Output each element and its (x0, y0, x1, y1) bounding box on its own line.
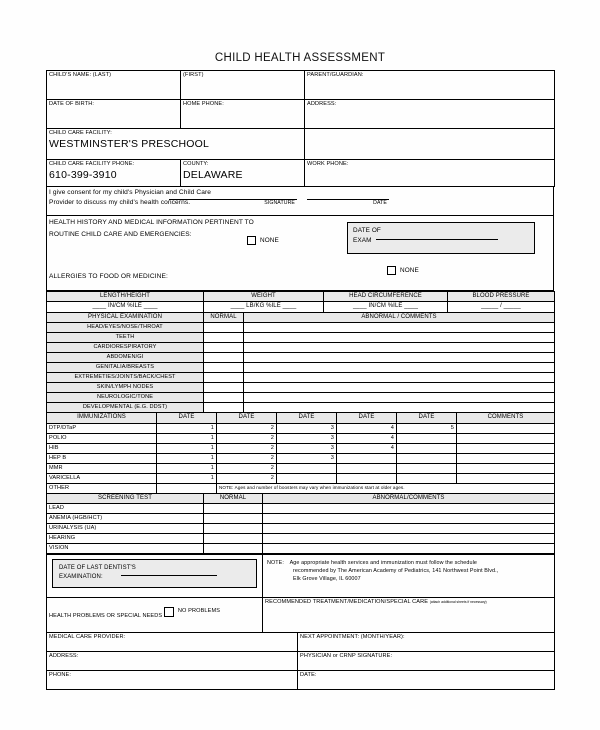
facility-phone-value: 610-399-3910 (49, 168, 117, 181)
measurement-value-head-circumference[interactable]: ____ IN/CM %ILE ____ (324, 302, 448, 313)
allergies-label: ALLERGIES TO FOOD OR MEDICINE: (49, 273, 168, 281)
physical-exam-comments-cell[interactable] (244, 373, 555, 383)
health-history-cell (47, 216, 554, 291)
table-row (47, 100, 555, 129)
health-history-body (47, 216, 553, 290)
immunization-dose-cell[interactable] (397, 433, 457, 443)
signature-line-group[interactable] (169, 199, 297, 207)
immunization-dose-cell[interactable]: 2 (217, 423, 277, 433)
screening-header-row (47, 493, 555, 504)
immunizations-header-label: IMMUNIZATIONS (47, 413, 157, 424)
screening-row-label: URINALYSIS (UA) (47, 524, 204, 534)
next-appointment-label: NEXT APPOINTMENT: (MONTH/YEAR): (300, 634, 405, 640)
immunizations-note: NOTE: Ages and number of boosters may vary when immunizations start at older ages. (217, 483, 555, 493)
measurement-header-blood-pressure: BLOOD PRESSURE (448, 291, 555, 302)
table-row (47, 393, 555, 403)
allergies-none-checkbox[interactable] (387, 266, 419, 275)
immunization-dose-cell[interactable]: 2 (217, 453, 277, 463)
date-of-exam-input-rule[interactable] (376, 239, 498, 240)
immunization-dose-cell[interactable]: 5 (397, 423, 457, 433)
immunization-dose-cell[interactable] (277, 473, 337, 483)
work-phone-field[interactable] (305, 160, 555, 187)
physical-exam-row-label: GENITALIA/BREASTS (47, 363, 204, 373)
no-problems-label: NO PROBLEMS (177, 608, 221, 615)
screening-normal-cell[interactable] (204, 514, 263, 524)
table-row (47, 473, 555, 483)
screening-header-abnormal: ABNORMAL/COMMENTS (263, 493, 555, 504)
immunization-comments-cell[interactable] (457, 473, 555, 483)
immunization-dose-cell[interactable] (397, 473, 457, 483)
table-row (47, 463, 555, 473)
table-row (47, 443, 555, 453)
table-row (47, 333, 555, 343)
health-history-line-2: ROUTINE CHILD CARE AND EMERGENCIES: (49, 231, 192, 239)
immunizations-header-row (47, 413, 555, 424)
immunization-name: POLIO (47, 433, 157, 443)
table-row (47, 554, 555, 597)
table-row (47, 433, 555, 443)
immunization-dose-cell[interactable]: 1 (157, 443, 217, 453)
immunizations-header-date-3: DATE (277, 413, 337, 424)
table-row (47, 423, 555, 433)
immunization-name: OTHER (47, 483, 157, 493)
immunization-dose-cell[interactable]: 1 (157, 433, 217, 443)
physical-exam-header-abnormal: ABNORMAL / COMMENTS (244, 312, 555, 323)
table-row (47, 353, 555, 363)
physical-exam-comments-cell[interactable] (244, 343, 555, 353)
physical-exam-normal-cell[interactable] (204, 383, 244, 393)
immunization-dose-cell[interactable]: 3 (277, 453, 337, 463)
county-field[interactable] (181, 160, 305, 187)
consent-line-2: Provider to discuss my child's health concerns. (49, 198, 191, 206)
immunization-comments-cell[interactable] (457, 453, 555, 463)
table-row (47, 383, 555, 393)
dentist-line-1: DATE OF LAST DENTIST'S (59, 564, 136, 571)
physical-exam-comments-cell[interactable] (244, 333, 555, 343)
physical-exam-row-label: DEVELOPMENTAL (E.G. DDST) (47, 403, 204, 413)
immunization-dose-cell[interactable]: 1 (157, 453, 217, 463)
checkbox-icon (164, 607, 174, 617)
screening-comments-cell[interactable] (263, 524, 555, 534)
recommended-treatment-fineprint: (attach additional sheets if necessary) (429, 599, 487, 604)
screening-comments-cell[interactable] (263, 534, 555, 544)
table-row (47, 453, 555, 463)
aap-note-line-3: Elk Grove Village, IL 60007 (293, 575, 361, 582)
immunization-dose-cell[interactable] (397, 453, 457, 463)
provider-address-label: ADDRESS: (49, 653, 79, 659)
table-row (47, 363, 555, 373)
immunization-name: DTP/DTaP (47, 423, 157, 433)
measurement-header-head-circumference: HEAD CIRCUMFERENCE (324, 291, 448, 302)
immunization-dose-cell[interactable]: 1 (157, 423, 217, 433)
child-last-name-field[interactable] (47, 71, 181, 100)
table-row (47, 534, 555, 544)
immunization-comments-cell[interactable] (457, 443, 555, 453)
table-row (47, 216, 554, 291)
immunizations-table (46, 412, 555, 493)
physical-exam-header-row (47, 312, 555, 323)
table-row (47, 323, 555, 333)
physical-exam-row-label: SKIN/LYMPH NODES (47, 383, 204, 393)
immunization-dose-cell[interactable] (397, 463, 457, 473)
table-row (47, 373, 555, 383)
aap-note-line-1: Age appropriate health services and immunization must follow the schedule (289, 559, 477, 566)
physical-exam-normal-cell[interactable] (204, 403, 244, 413)
table-row (47, 483, 555, 493)
screening-comments-cell[interactable] (263, 504, 555, 514)
physical-exam-normal-cell[interactable] (204, 373, 244, 383)
screening-row-label: LEAD (47, 504, 204, 514)
physical-exam-normal-cell[interactable] (204, 333, 244, 343)
immunization-dose-cell[interactable] (337, 453, 397, 463)
screening-normal-cell[interactable] (204, 504, 263, 514)
child-first-name-field[interactable] (181, 71, 305, 100)
dentist-line-2: EXAMINATION: (59, 574, 103, 581)
physician-signature-field[interactable] (298, 652, 555, 671)
aap-note (267, 559, 550, 583)
immunization-dose-cell[interactable]: 2 (217, 463, 277, 473)
physical-exam-normal-cell[interactable] (204, 393, 244, 403)
facility-blank-cell[interactable] (305, 129, 555, 160)
date-of-exam-line-2: EXAM (353, 237, 372, 245)
facility-phone-label: CHILD CARE FACILITY PHONE: (49, 161, 135, 167)
immunization-dose-cell[interactable]: 3 (277, 433, 337, 443)
aap-note-cell (263, 554, 555, 597)
immunization-name: MMR (47, 463, 157, 473)
immunizations-header-date-4: DATE (337, 413, 397, 424)
child-first-name-label: (FIRST) (183, 72, 204, 78)
immunizations-header-comments: COMMENTS (457, 413, 555, 424)
immunization-comments-cell[interactable] (457, 433, 555, 443)
screening-header-normal: NORMAL (204, 493, 263, 504)
immunization-dose-cell[interactable] (397, 443, 457, 453)
immunization-dose-cell[interactable]: 4 (337, 433, 397, 443)
physical-exam-row-label: CARDIORESPIRATORY (47, 343, 204, 353)
physical-exam-normal-cell[interactable] (204, 343, 244, 353)
work-phone-label: WORK PHONE: (307, 161, 349, 167)
signature-date-caption: DATE (373, 200, 387, 207)
no-problems-checkbox[interactable] (164, 607, 220, 617)
health-history-none-label: NONE (260, 236, 279, 244)
physical-exam-normal-cell[interactable] (204, 353, 244, 363)
table-row (47, 71, 555, 100)
physical-exam-row-label: EXTREMETIES/JOINTS/BACK/CHEST (47, 373, 204, 383)
screening-row-label: VISION (47, 544, 204, 554)
consent-line-1: I give consent for my child's Physician and Child Care (49, 189, 212, 197)
health-problems-cell[interactable] (47, 597, 263, 632)
physical-exam-rows (47, 323, 555, 413)
measurement-header-weight: WEIGHT (204, 291, 324, 302)
aap-note-label: NOTE: (267, 559, 284, 566)
date-of-exam-box[interactable] (347, 222, 535, 254)
immunizations-header-date-2: DATE (217, 413, 277, 424)
immunizations-header-date-1: DATE (157, 413, 217, 424)
address-label: ADDRESS: (307, 101, 337, 107)
physical-exam-normal-cell[interactable] (204, 323, 244, 333)
health-history-none-checkbox[interactable] (247, 236, 279, 245)
immunizations-header-date-5: DATE (397, 413, 457, 424)
county-value: DELAWARE (183, 168, 243, 181)
signature-date-group[interactable] (307, 199, 389, 207)
child-last-name-label: CHILD'S NAME: (LAST) (49, 72, 112, 78)
physical-exam-comments-cell[interactable] (244, 353, 555, 363)
facility-phone-field[interactable] (47, 160, 181, 187)
physical-exam-header-label: PHYSICAL EXAMINATION (47, 312, 204, 323)
immunization-dose-cell[interactable] (277, 463, 337, 473)
checkbox-icon (387, 266, 396, 275)
table-row (47, 524, 555, 534)
measurements-header-row (47, 291, 555, 302)
health-history-line-1: HEALTH HISTORY AND MEDICAL INFORMATION PERTINENT TO (49, 219, 254, 227)
page-title: CHILD HEALTH ASSESSMENT (214, 52, 386, 64)
immunization-dose-cell[interactable]: 4 (337, 423, 397, 433)
provider-address-field[interactable] (47, 652, 298, 671)
physical-exam-comments-cell[interactable] (244, 363, 555, 373)
identification-table (46, 70, 555, 187)
measurements-value-row (47, 302, 555, 313)
provider-date-label: DATE: (300, 672, 317, 678)
dentist-exam-cell (47, 554, 263, 597)
measurements-table (46, 291, 555, 313)
screening-row-label: ANEMIA (HGB/HCT) (47, 514, 204, 524)
date-of-exam-line-1: DATE OF (353, 227, 381, 235)
immunization-name: VARICELLA (47, 473, 157, 483)
measurement-value-weight[interactable]: ____ LB/KG %ILE ____ (204, 302, 324, 313)
provider-table (46, 632, 555, 690)
recommended-treatment-cell[interactable] (263, 597, 555, 632)
problems-treatment-table (46, 597, 555, 633)
immunization-dose-cell[interactable]: 3 (277, 443, 337, 453)
facility-value: WESTMINSTER'S PRESCHOOL (49, 137, 210, 150)
screening-normal-cell[interactable] (204, 524, 263, 534)
table-row (47, 652, 555, 671)
table-row (47, 504, 555, 514)
screening-normal-cell[interactable] (204, 534, 263, 544)
health-history-table (46, 215, 554, 291)
immunization-dose-cell[interactable]: 4 (337, 443, 397, 453)
physical-exam-comments-cell[interactable] (244, 323, 555, 333)
table-row (47, 671, 555, 690)
physical-exam-header-normal: NORMAL (204, 312, 244, 323)
aap-note-line-2: recommended by The American Academy of Pediatrics, 141 Northwest Point Blvd., (293, 567, 499, 574)
screening-normal-cell[interactable] (204, 544, 263, 554)
physical-exam-row-label: ABDOMEN/GI (47, 353, 204, 363)
table-row (47, 343, 555, 353)
provider-phone-label: PHONE: (49, 672, 72, 678)
immunization-dose-cell[interactable]: 2 (217, 443, 277, 453)
child-health-assessment-form (46, 52, 554, 690)
home-phone-label: HOME PHONE: (183, 101, 224, 107)
physician-signature-label: PHYSICIAN or CRNP SIGNATURE: (300, 653, 393, 659)
table-row (47, 403, 555, 413)
screening-comments-cell[interactable] (263, 544, 555, 554)
table-row (47, 187, 554, 216)
allergies-none-label: NONE (400, 266, 419, 274)
date-of-birth-label: DATE OF BIRTH: (49, 101, 95, 107)
physical-exam-row-label: HEAD/EYES/NOSE/THROAT (47, 323, 204, 333)
date-of-birth-field[interactable] (47, 100, 181, 129)
physical-exam-comments-cell[interactable] (244, 403, 555, 413)
provider-date-field[interactable] (298, 671, 555, 690)
county-label: COUNTY: (183, 161, 209, 167)
physical-exam-comments-cell[interactable] (244, 393, 555, 403)
recommended-treatment-header: RECOMMENDED TREATMENT/MEDICATION/SPECIAL CARE (265, 598, 429, 605)
physical-exam-row-label: NEUROLOGIC/TONE (47, 393, 204, 403)
parent-guardian-label: PARENT/GUARDIAN: (307, 72, 364, 78)
address-field[interactable] (305, 100, 555, 129)
table-row (47, 633, 555, 652)
dentist-exam-box[interactable] (52, 559, 257, 588)
immunization-dose-cell[interactable]: 1 (157, 463, 217, 473)
consent-signature-group (169, 199, 551, 207)
dentist-date-input-rule[interactable] (121, 575, 217, 576)
immunization-comments-cell[interactable] (457, 463, 555, 473)
immunization-dose-cell[interactable]: 2 (217, 473, 277, 483)
immunization-comments-cell[interactable] (457, 423, 555, 433)
child-care-facility-field[interactable] (47, 129, 305, 160)
provider-phone-field[interactable] (47, 671, 298, 690)
immunization-dose-cell[interactable] (337, 473, 397, 483)
immunization-dose-cell[interactable]: 3 (277, 423, 337, 433)
immunization-name: HEP B (47, 453, 157, 463)
health-problems-header: HEALTH PROBLEMS OR SPECIAL NEEDS (49, 612, 163, 619)
table-row (47, 544, 555, 554)
immunization-dose-cell[interactable]: 1 (157, 473, 217, 483)
physical-exam-comments-cell[interactable] (244, 383, 555, 393)
table-row (47, 160, 555, 187)
table-row (47, 129, 555, 160)
immunization-dose-cell[interactable] (337, 463, 397, 473)
screening-table (46, 493, 555, 554)
measurement-value-length[interactable]: ____ IN/CM %ILE ____ (47, 302, 204, 313)
medical-care-provider-field[interactable] (47, 633, 298, 652)
facility-label: CHILD CARE FACILITY: (49, 130, 112, 136)
screening-row-label: HEARING (47, 534, 204, 544)
medical-care-provider-label: MEDICAL CARE PROVIDER: (49, 634, 126, 640)
checkbox-icon (247, 236, 256, 245)
signature-caption: SIGNATURE (264, 200, 295, 207)
consent-table (46, 186, 554, 216)
physical-exam-normal-cell[interactable] (204, 363, 244, 373)
screening-comments-cell[interactable] (263, 514, 555, 524)
immunization-dose-cell[interactable]: 2 (217, 433, 277, 443)
next-appointment-field[interactable] (298, 633, 555, 652)
physical-exam-row-label: TEETH (47, 333, 204, 343)
physical-examination-table (46, 312, 555, 413)
home-phone-field[interactable] (181, 100, 305, 129)
dentist-note-table (46, 554, 555, 598)
immunization-other-date-cell[interactable] (157, 483, 217, 493)
table-row (47, 514, 555, 524)
immunization-name: HIB (47, 443, 157, 453)
consent-cell (47, 187, 554, 216)
measurement-value-blood-pressure[interactable]: _____ / _____ (448, 302, 555, 313)
table-row (47, 597, 555, 632)
parent-guardian-field[interactable] (305, 71, 555, 100)
measurement-header-length: LENGTH/HEIGHT (47, 291, 204, 302)
screening-header-label: SCREENING TEST (47, 493, 204, 504)
